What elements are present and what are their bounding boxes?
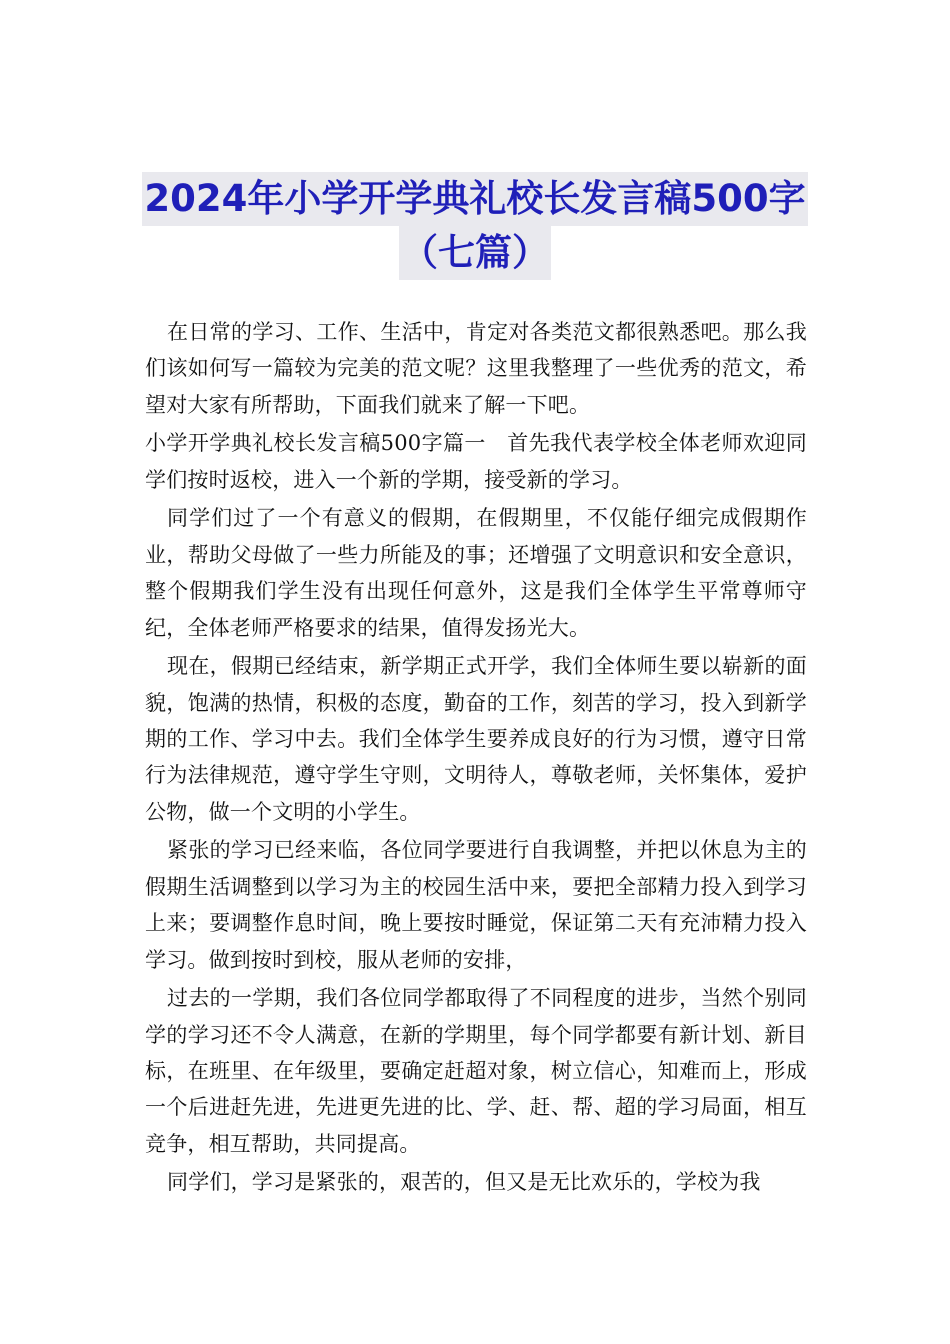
paragraph: 紧张的学习已经来临，各位同学要进行自我调整，并把以休息为主的假期生活调整到以学习为主的校园生活中来，要把全部精力投入到学习上来；要调整作息时间，晚上要按时睡觉，保证第二天有充沛精力投入学习。做到按时到校，服从老师的安排，: [145, 838, 807, 972]
document-title: [0, 172, 950, 280]
paragraph: 同学们，学习是紧张的，艰苦的，但又是无比欢乐的，学校为我: [167, 1170, 761, 1195]
paragraph: 现在，假期已经结束，新学期正式开学，我们全体师生要以崭新的面貌，饱满的热情，积极的态度，勤奋的工作，刻苦的学习，投入到新学期的工作、学习中去。我们全体学生要养成良好的行为习惯，遵守日常行为法律规范，遵守学生守则，文明待人，尊敬老师，关怀集体，爱护公物，做一个文明的小学生。: [145, 654, 807, 824]
paragraph: 过去的一学期，我们各位同学都取得了不同程度的进步，当然个别同学的学习还不令人满意，在新的学期里，每个同学都要有新计划、新目标，在班里、在年级里，要确定赶超对象，树立信心，知难而上，形成一个后进赶先进，先进更先进的比、学、赶、帮、超的学习局面，相互竞争，相互帮助，共同提高。: [145, 986, 807, 1156]
title-line-1: 2024年小学开学典礼校长发言稿500字: [142, 172, 807, 226]
paragraph-section-heading: 小学开学典礼校长发言稿500字篇一 首先我代表学校全体老师欢迎同学们按时返校，进入一个新的学期，接受新的学习。: [145, 431, 807, 492]
document-body: [145, 314, 807, 1203]
paragraph-intro: 在日常的学习、工作、生活中，肯定对各类范文都很熟悉吧。那么我们该如何写一篇较为完美的范文呢？这里我整理了一些优秀的范文，希望对大家有所帮助，下面我们就来了解一下吧。: [145, 320, 807, 417]
paragraph: 同学们过了一个有意义的假期，在假期里，不仅能仔细完成假期作业，帮助父母做了一些力所能及的事；还增强了文明意识和安全意识，整个假期我们学生没有出现任何意外，这是我们全体学生平常尊师守纪，全体老师严格要求的结果，值得发扬光大。: [145, 506, 807, 640]
title-line-2: （七篇）: [399, 226, 551, 280]
